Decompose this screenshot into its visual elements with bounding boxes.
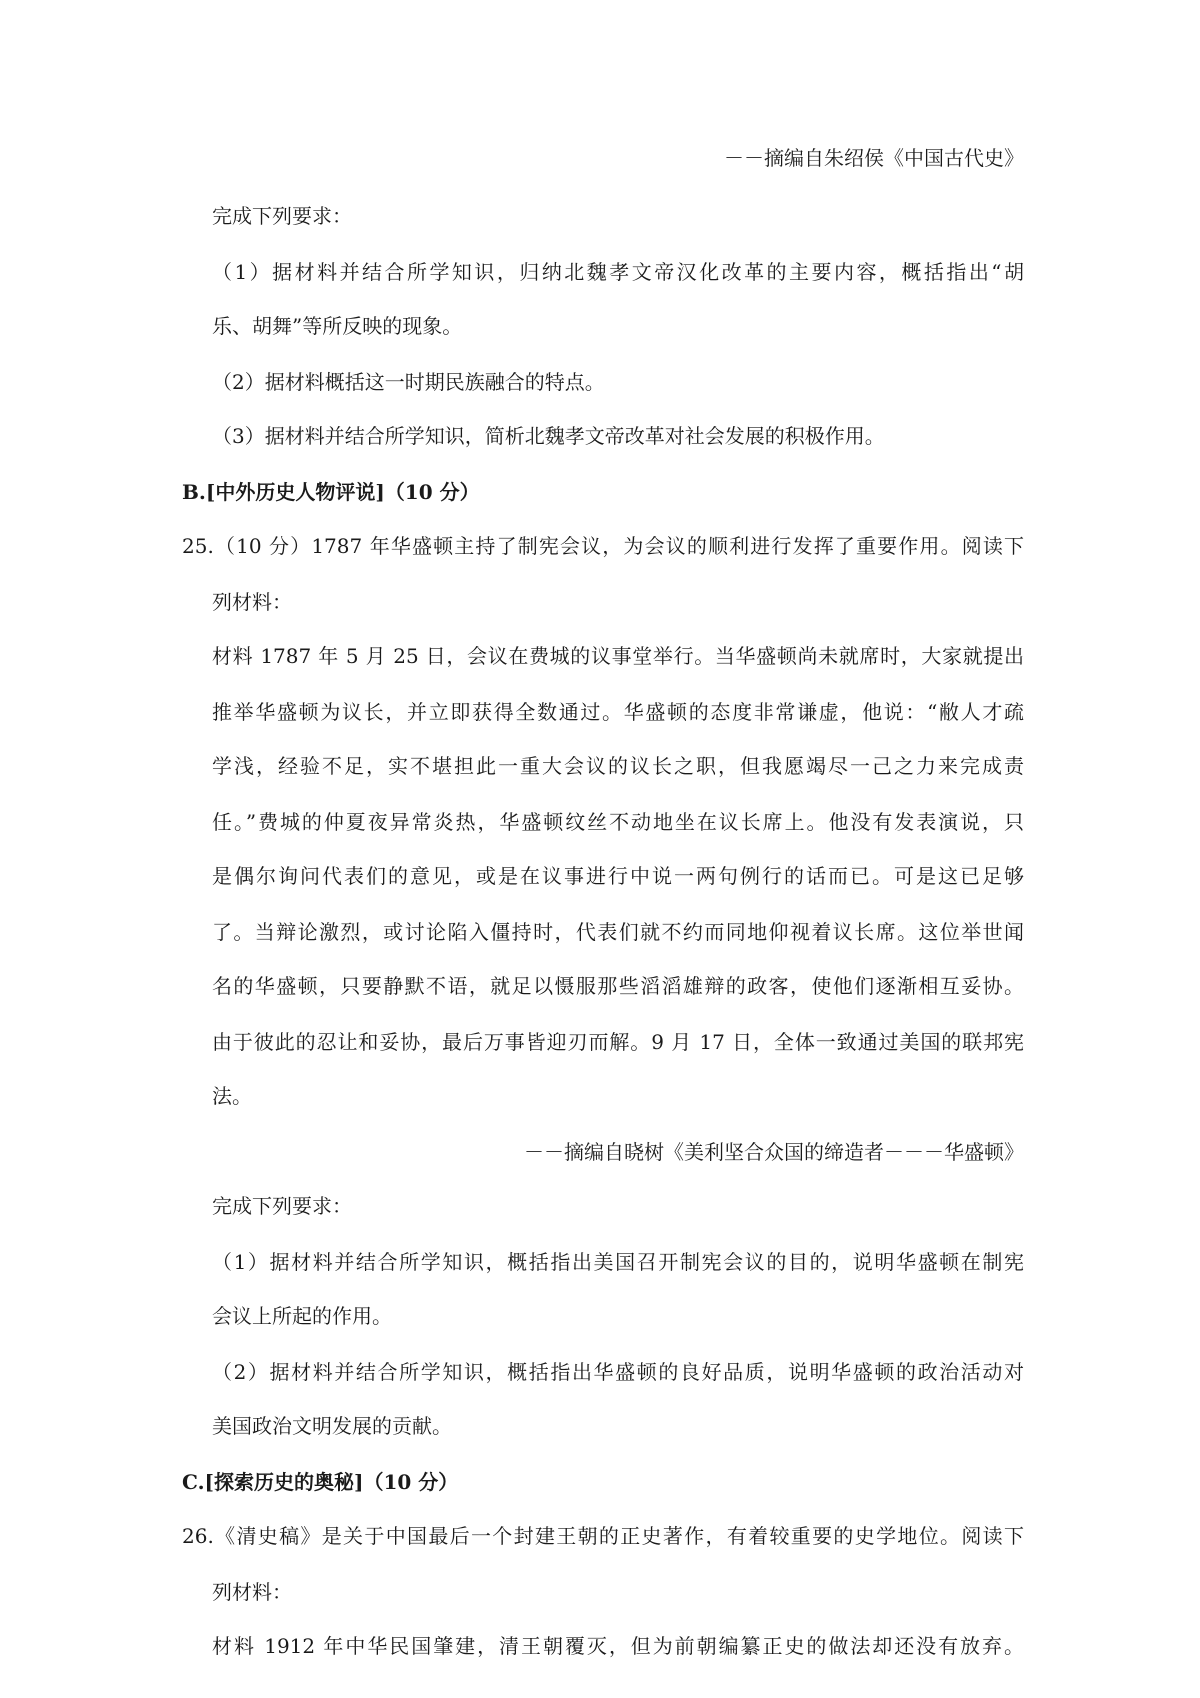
q25-material-line: 推举华盛顿为议长，并立即获得全数通过。华盛顿的态度非常谦虚，他说：“敝人才疏 — [212, 700, 1024, 724]
q25-material-line: 了。当辩论激烈，或讨论陷入僵持时，代表们就不约而同地仰视着议长席。这位举世闻 — [212, 920, 1024, 944]
q25-material-line: 材料 1787 年 5 月 25 日，会议在费城的议事堂举行。当华盛顿尚未就席时，大家就提出 — [212, 644, 1024, 668]
q25-source: －－摘编自晓树《美利坚合众国的缔造者－－－华盛顿》 — [524, 1140, 1024, 1164]
q25-stem-line2: 列材料： — [212, 590, 292, 614]
q25-material-line: 学浅，经验不足，实不堪担此一重大会议的议长之职，但我愿竭尽一己之力来完成责 — [212, 754, 1024, 778]
q25-task2-line1: （2）据材料并结合所学知识，概括指出华盛顿的良好品质，说明华盛顿的政治活动对 — [212, 1360, 1024, 1384]
q24-source: －－摘编自朱绍侯《中国古代史》 — [724, 146, 1024, 170]
q25-task2-line2: 美国政治文明发展的贡献。 — [212, 1414, 452, 1438]
q26-stem-line2: 列材料： — [212, 1580, 292, 1604]
q26-stem-line1: 26.《清史稿》是关于中国最后一个封建王朝的正史著作，有着较重要的史学地位。阅读下 — [182, 1524, 1024, 1548]
q25-material-line: 任。”费城的仲夏夜异常炎热，华盛顿纹丝不动地坐在议长席上。他没有发表演说，只 — [212, 810, 1024, 834]
q24-task1-line2: 乐、胡舞”等所反映的现象。 — [212, 314, 463, 338]
q25-material-line: 由于彼此的忍让和妥协，最后万事皆迎刃而解。9 月 17 日，全体一致通过美国的联邦宪 — [212, 1030, 1024, 1054]
q25-material-line: 名的华盛顿，只要静默不语，就足以慑服那些滔滔雄辩的政客，使他们逐渐相互妥协。 — [212, 974, 1024, 998]
q25-instruction: 完成下列要求： — [212, 1194, 352, 1218]
q24-task3: （3）据材料并结合所学知识，简析北魏孝文帝改革对社会发展的积极作用。 — [212, 424, 885, 448]
q24-task1-line1: （1）据材料并结合所学知识，归纳北魏孝文帝汉化改革的主要内容，概括指出“胡 — [212, 260, 1024, 284]
q26-material-line: 材料 1912 年中华民国肇建，清王朝覆灭，但为前朝编纂正史的做法却还没有放弃。 — [212, 1634, 1024, 1658]
q25-material-line: 是偶尔询问代表们的意见，或是在议事进行中说一两句例行的话而已。可是这已足够 — [212, 864, 1024, 888]
q25-task1-line2: 会议上所起的作用。 — [212, 1304, 392, 1328]
q25-stem-line1: 25.（10 分）1787 年华盛顿主持了制宪会议，为会议的顺利进行发挥了重要作用。阅读下 — [182, 534, 1024, 558]
q24-instruction: 完成下列要求： — [212, 204, 352, 228]
section-b-heading: B.[中外历史人物评说]（10 分） — [182, 480, 480, 504]
q24-task2: （2）据材料概括这一时期民族融合的特点。 — [212, 370, 605, 394]
q25-task1-line1: （1）据材料并结合所学知识，概括指出美国召开制宪会议的目的，说明华盛顿在制宪 — [212, 1250, 1024, 1274]
section-c-heading: C.[探索历史的奥秘]（10 分） — [182, 1470, 459, 1494]
q25-material-line: 法。 — [212, 1084, 252, 1108]
